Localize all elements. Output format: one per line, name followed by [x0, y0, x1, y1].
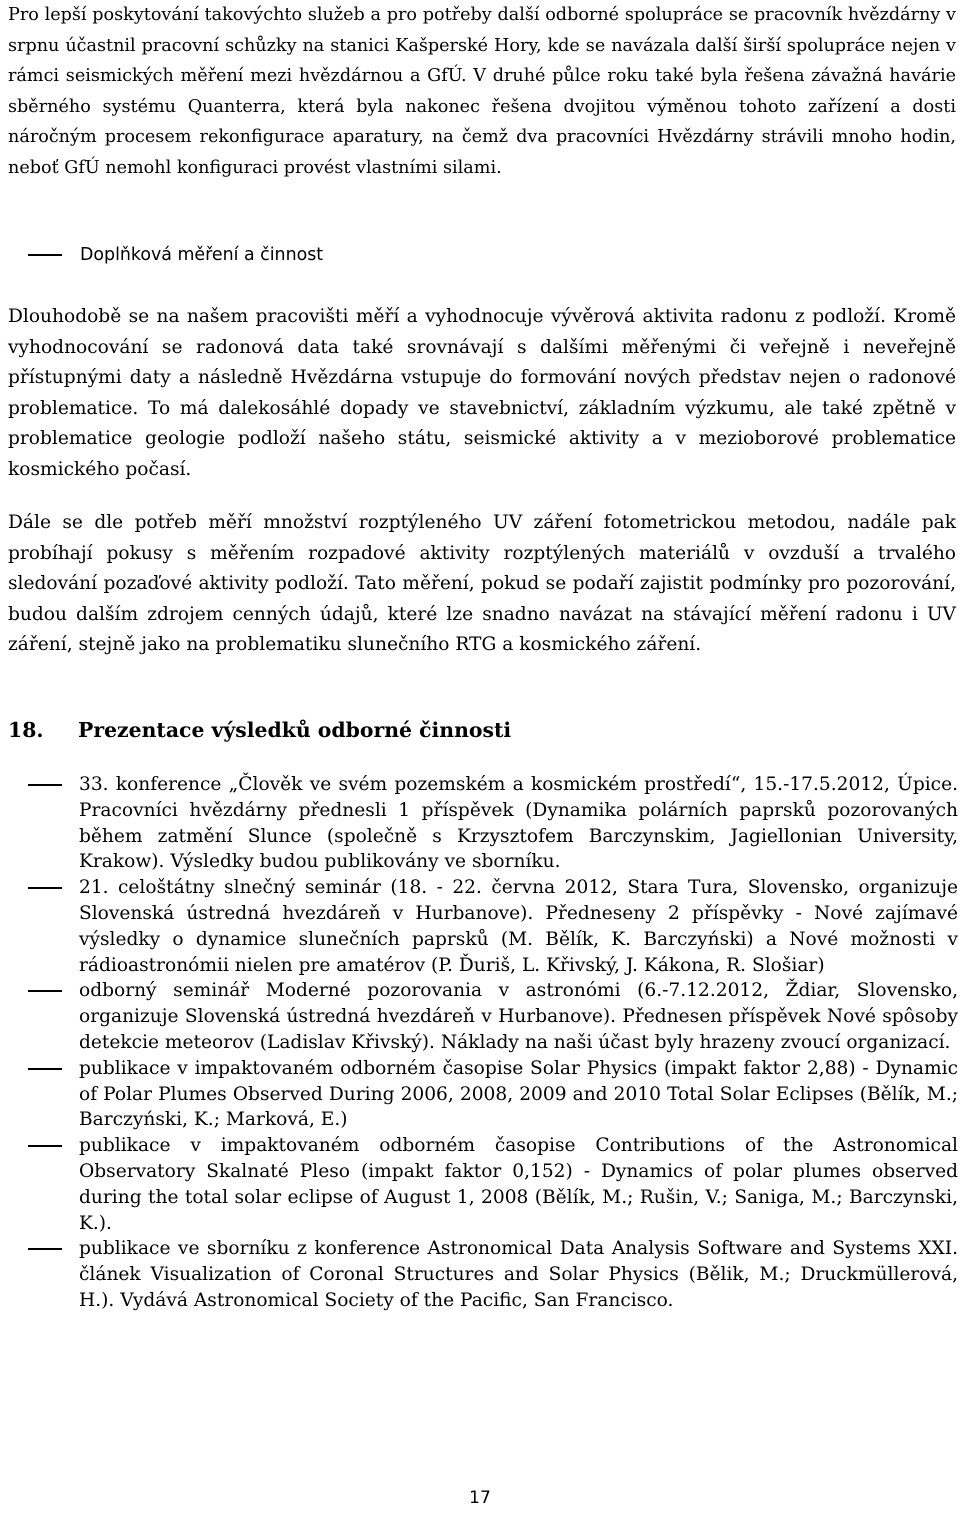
subsection-title: Doplňková měření a činnost	[80, 245, 324, 265]
list-item: 21. celoštátny slnečný seminár (18. - 22. června 2012, Stara Tura, Slovensko, organizuje Slovenská ústredná hvezdáreň v Hurbanove). Předneseny 2 příspěvky - Nové zajímavé výsledky o dynamice slunečních paprsků (M. Bělík, K. Barczyński) a Nové možnosti v rádioastronómii nielen pre amatérov (P. Ďuriš, L. Křivský, J. Kákona, R. Slošiar)	[28, 875, 958, 978]
section-title: Prezentace výsledků odborné činnosti	[78, 718, 512, 742]
dash-bullet-icon	[28, 1248, 62, 1250]
section-number: 18.	[8, 718, 44, 742]
list-item: publikace ve sborníku z konference Astronomical Data Analysis Software and Systems XXI. článek Visualization of Coronal Structures and Solar Physics (Bělik, M.; Druckmüllerová, H.). Vydává Astronomical Society of the Pacific, San Francisco.	[28, 1236, 958, 1313]
list-item: odborný seminář Moderné pozorovania v astronómi (6.-7.12.2012, Ždiar, Slovensko, organizuje Slovenská ústredná hvezdáreň v Hurbanove). Přednesen příspěvek Nové spôsoby detekcie meteorov (Ladislav Křivský). Náklady na naši účast byly hrazeny zvoucí organizací.	[28, 978, 958, 1055]
dash-bullet-icon	[28, 254, 62, 256]
list-item: 33. konference „Člověk ve svém pozemském a kosmickém prostředí“, 15.-17.5.2012, Úpice. Pracovníci hvězdárny přednesli 1 příspěvek (Dynamika polárních paprsků pozorovaných během zatmění Slunce (společně s Krzysztofem Barczynskim, Jagiellonian University, Krakow). Výsledky budou publikovány ve sborníku.	[28, 772, 958, 875]
dash-bullet-icon	[28, 1068, 62, 1070]
page-number: 17	[469, 1488, 491, 1508]
paragraph-seismic-cooperation: Pro lepší poskytování takovýchto služeb a pro potřeby další odborné spolupráce se pracovník hvězdárny v srpnu účastnil pracovní schůzky na stanici Kašperské Hory, kde se navázala další širší spolupráce nejen v rámci seismických měření mezi hvězdárnou a GfÚ. V druhé půlce roku také byla řešena závažná havárie sběrného systému Quanterra, která byla nakonec řešena dvojitou výměnou tohoto zařízení a dosti náročným procesem rekonfigurace aparatury, na čemž dva pracovníci Hvězdárny strávili mnoho hodin, neboť GfÚ nemohl konfiguraci provést vlastními silami.	[8, 5, 956, 178]
dash-bullet-icon	[28, 1145, 62, 1147]
list-item: publikace v impaktovaném odborném časopise Contributions of the Astronomical Observatory Skalnaté Pleso (impakt faktor 0,152) - Dynamics of polar plumes observed during the total solar eclipse of August 1, 2008 (Bělík, M.; Rušin, V.; Saniga, M.; Barczynski, K.).	[28, 1133, 958, 1236]
paragraph-radon: Dlouhodobě se na našem pracovišti měří a vyhodnocuje vývěrová aktivita radonu z podloží. Kromě vyhodnocování se radonová data také srovnávají s dalšími měřenými či veřejně i neveřejně přístupnými daty a následně Hvězdárna vstupuje do formování nových představ nejen o radonové problematice. To má dalekosáhlé dopady ve stavebnictví, základním výzkumu, ale také zpětně v problematice geologie podloží našeho státu, seismické aktivity a v mezioborové problematice kosmického počasí.	[8, 306, 956, 480]
dash-bullet-icon	[28, 887, 62, 889]
paragraph-uv-measurement: Dále se dle potřeb měří množství rozptýleného UV záření fotometrickou metodou, nadále pak probíhají pokusy s měřením rozpadové aktivity rozptýlených materiálů v ovzduší a trvalého sledování pozaďové aktivity podloží. Tato měření, pokud se podaří zajistit podmínky pro pozorování, budou dalším zdrojem cenných údajů, které lze snadno navázat na stávající měření radonu i UV záření, stejně jako na problematiku slunečního RTG a kosmického záření.	[8, 512, 956, 655]
dash-bullet-icon	[28, 784, 62, 786]
presentation-list	[28, 772, 958, 1314]
dash-bullet-icon	[28, 990, 62, 992]
list-item: publikace v impaktovaném odborném časopise Solar Physics (impakt faktor 2,88) - Dynamic of Polar Plumes Observed During 2006, 2008, 2009 and 2010 Total Solar Eclipses (Bělík, M.; Barczyński, K.; Marková, E.)	[28, 1056, 958, 1133]
